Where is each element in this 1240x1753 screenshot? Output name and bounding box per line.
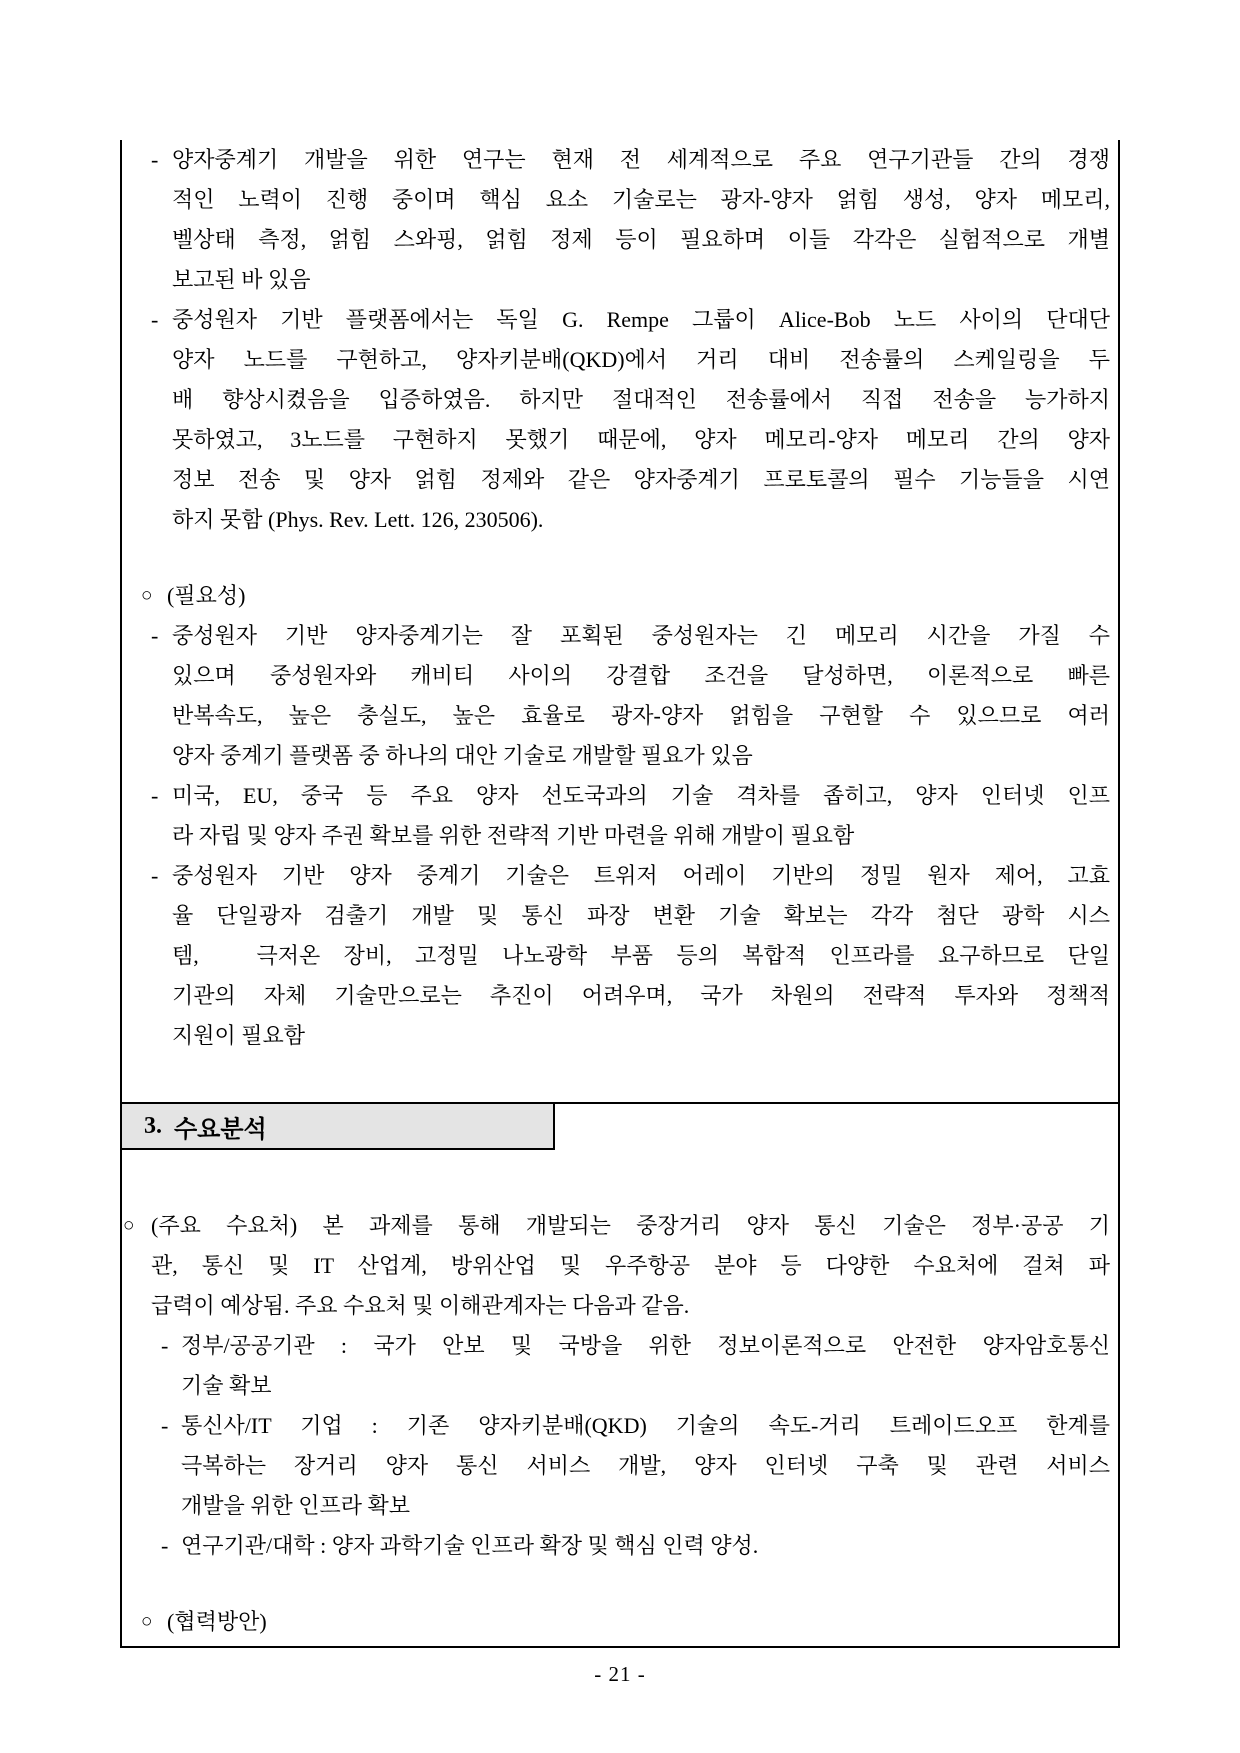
text-line: 중성원자 기반 플랫폼에서는 독일 G. Rempe 그룹이 Alice-Bob 노드 사이의 단대단: [172, 307, 1110, 332]
paragraph: [122, 1526, 1110, 1566]
paragraph: [122, 140, 1110, 300]
text-line: 중성원자 기반 양자 중계기 기술은 트위저 어레이 기반의 정밀 원자 제어, 고효: [172, 863, 1110, 888]
text-line: 개발을 위한 인프라 확보: [181, 1493, 411, 1518]
text-line: 양자 중계기 플랫폼 중 하나의 대안 기술로 개발할 필요가 있음: [172, 743, 753, 768]
circle-bullet-icon: ○: [141, 1611, 153, 1632]
text-line: 적인 노력이 진행 중이며 핵심 요소 기술로는 광자-양자 얽힘 생성, 양자 메모리,: [172, 187, 1110, 212]
text-line: 율 단일광자 검출기 개발 및 통신 파장 변환 기술 확보는 각각 첨단 광학 시스: [172, 903, 1110, 928]
text-line: (협력방안): [167, 1609, 267, 1634]
blank-line: [122, 1566, 1110, 1602]
text-line: 미국, EU, 중국 등 주요 양자 선도국과의 기술 격차를 좁히고, 양자 인터넷 인프: [172, 783, 1110, 808]
text-line: 기술 확보: [181, 1373, 272, 1398]
dash-bullet-icon: -: [151, 783, 159, 808]
text-line: 기관의 자체 기술만으로는 추진이 어려우며, 국가 차원의 전략적 투자와 정책적: [172, 983, 1110, 1008]
text-line: 벨상태 측정, 얽힘 스와핑, 얽힘 정제 등이 필요하며 이들 각각은 실험적으로 개별: [172, 227, 1110, 252]
text-line: (필요성): [167, 583, 246, 608]
paragraph: [122, 1406, 1110, 1526]
text-line: 지원이 필요함: [172, 1023, 306, 1048]
text-line: 양자중계기 개발을 위한 연구는 현재 전 세계적으로 주요 연구기관들 간의 경쟁: [172, 147, 1110, 172]
section-title: 수요분석: [174, 1116, 267, 1143]
blank-line: [122, 540, 1110, 576]
text-line: 템, 극저온 장비, 고정밀 나노광학 부품 등의 복합적 인프라를 요구하므로 단일: [172, 943, 1110, 968]
upper-content: [122, 140, 1110, 1056]
text-line: 정부/공공기관 : 국가 안보 및 국방을 위한 정보이론적으로 안전한 양자암호통신: [181, 1333, 1110, 1358]
text-line: 통신사/IT 기업 : 기존 양자키분배(QKD) 기술의 속도-거리 트레이드오프 한계를: [181, 1413, 1110, 1438]
paragraph: [122, 616, 1110, 776]
text-line: 연구기관/대학 : 양자 과학기술 인프라 확장 및 핵심 인력 양성.: [181, 1533, 759, 1558]
dash-bullet-icon: -: [151, 307, 159, 332]
paragraph: [122, 856, 1110, 1056]
text-line: 라 자립 및 양자 주권 확보를 위한 전략적 기반 마련을 위해 개발이 필요함: [172, 823, 855, 848]
section-3-header-row: [122, 1102, 1118, 1150]
text-line: 관, 통신 및 IT 산업계, 방위산업 및 우주항공 분야 등 다양한 수요처에 걸쳐 파: [151, 1253, 1110, 1278]
text-line: 양자 노드를 구현하고, 양자키분배(QKD)에서 거리 대비 전송률의 스케일링을 두: [172, 347, 1110, 372]
text-line: 정보 전송 및 양자 얽힘 정제와 같은 양자중계기 프로토콜의 필수 기능들을 시연: [172, 467, 1110, 492]
text-line: 못하였고, 3노드를 구현하지 못했기 때문에, 양자 메모리-양자 메모리 간의 양자: [172, 427, 1110, 452]
text-line: 급력이 예상됨. 주요 수요처 및 이해관계자는 다음과 같음.: [151, 1293, 690, 1318]
text-line: 배 향상시켰음을 입증하였음. 하지만 절대적인 전송률에서 직접 전송을 능가하지: [172, 387, 1110, 412]
text-line: 있으며 중성원자와 캐비티 사이의 강결합 조건을 달성하면, 이론적으로 빠른: [172, 663, 1110, 688]
paragraph: [122, 1602, 1110, 1642]
paragraph: [122, 576, 1110, 616]
dash-bullet-icon: -: [151, 863, 159, 888]
dash-bullet-icon: -: [151, 623, 159, 648]
paragraph: [122, 1326, 1110, 1406]
text-line: 하지 못함 (Phys. Rev. Lett. 126, 230506).: [172, 507, 544, 532]
paragraph: [122, 776, 1110, 856]
circle-bullet-icon: ○: [141, 585, 153, 606]
section-number: 3.: [144, 1112, 162, 1139]
text-line: 보고된 바 있음: [172, 267, 311, 292]
paragraph: [122, 1206, 1110, 1326]
paragraph: [122, 300, 1110, 540]
dash-bullet-icon: -: [161, 1533, 169, 1558]
lower-content: [122, 1206, 1110, 1642]
section-3-header-cell: [122, 1104, 555, 1150]
circle-bullet-icon: ○: [123, 1215, 135, 1236]
dash-bullet-icon: -: [161, 1413, 169, 1438]
text-line: 극복하는 장거리 양자 통신 서비스 개발, 양자 인터넷 구축 및 관련 서비스: [181, 1453, 1110, 1478]
text-line: (주요 수요처) 본 과제를 통해 개발되는 중장거리 양자 통신 기술은 정부·공공 기: [151, 1213, 1110, 1238]
page-number-footer: - 21 -: [594, 1662, 646, 1686]
content-border-box: [120, 140, 1120, 1648]
dash-bullet-icon: -: [161, 1333, 169, 1358]
dash-bullet-icon: -: [151, 147, 159, 172]
text-line: 반복속도, 높은 충실도, 높은 효율로 광자-양자 얽힘을 구현할 수 있으므로 여러: [172, 703, 1110, 728]
text-line: 중성원자 기반 양자중계기는 잘 포획된 중성원자는 긴 메모리 시간을 가질 수: [172, 623, 1110, 648]
